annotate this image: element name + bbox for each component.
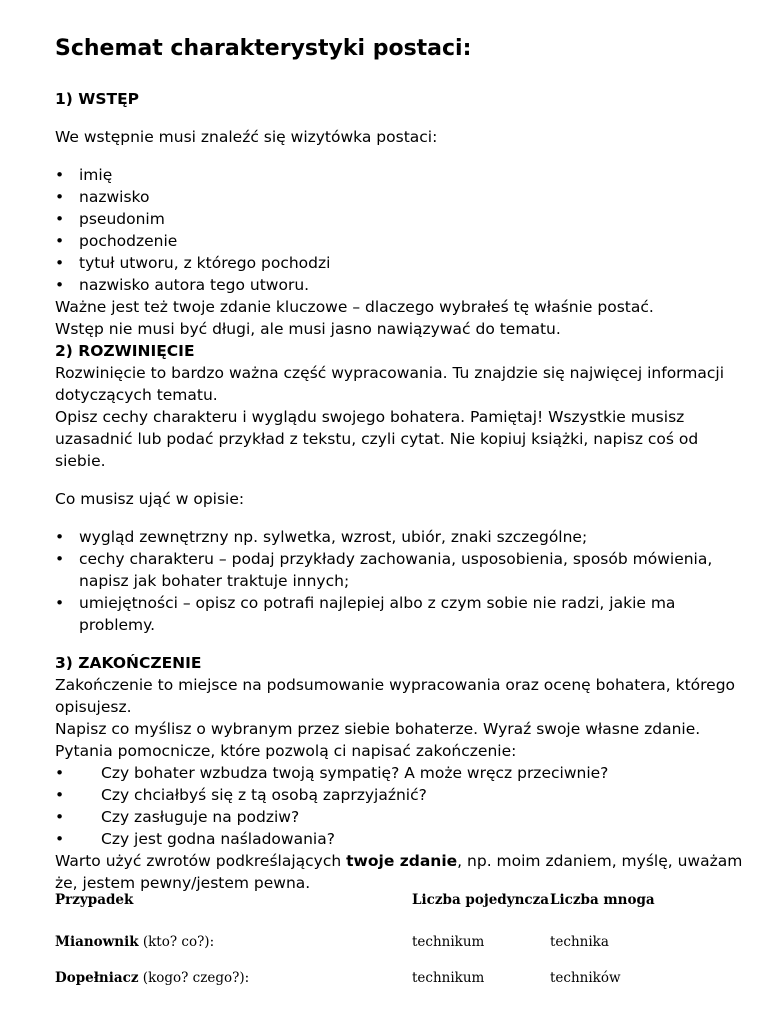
list-item: • wygląd zewnętrzny np. sylwetka, wzrost, ubiór, znaki szczególne;	[55, 528, 588, 546]
page-title: Schemat charakterystyki postaci:	[55, 36, 472, 61]
bullet-icon: •	[55, 764, 65, 782]
list-item: • umiejętności – opisz co potrafi najlepiej albo z czym sobie nie radzi, jakie ma problemy.	[55, 594, 676, 634]
bullet-icon: •	[55, 254, 65, 272]
list-item: • nazwisko	[55, 188, 150, 206]
cell-singular: technikum	[412, 970, 485, 986]
cell-case: Dopełniacz (kogo? czego?):	[55, 970, 250, 986]
cell-plural: techników	[550, 970, 621, 986]
section-heading-zakonczenie: 3) ZAKOŃCZENIE	[55, 654, 202, 672]
emphasis-text: twoje zdanie	[346, 852, 458, 870]
cell-case: Mianownik (kto? co?):	[55, 934, 215, 950]
list-item: • Czy chciałbyś się z tą osobą zaprzyjaźnić?	[55, 786, 427, 804]
rozwiniecie-paragraph-2: Opisz cechy charakteru i wyglądu swojego bohatera. Pamiętaj! Wszystkie musisz uzasadnić lub podać przykład z tekstu, czyli cytat. Nie kopiuj książki, napisz coś od siebie.	[55, 408, 699, 470]
list-item: • Czy jest godna naśladowania?	[55, 830, 335, 848]
wstep-intro: We wstępnie musi znaleźć się wizytówka postaci:	[55, 128, 438, 146]
bullet-icon: •	[55, 528, 65, 546]
table-header-row	[55, 880, 745, 920]
declension-table	[55, 880, 745, 996]
bullet-icon: •	[55, 594, 65, 612]
section-heading-wstep: 1) WSTĘP	[55, 90, 140, 108]
wstep-line-2: Wstęp nie musi być długi, ale musi jasno nawiązywać do tematu.	[55, 320, 561, 338]
bullet-icon: •	[55, 232, 65, 250]
rozwiniecie-intro: Co musisz ująć w opisie:	[55, 490, 245, 508]
rozwiniecie-paragraph-1: Rozwinięcie to bardzo ważna część wypracowania. Tu znajdzie się najwięcej informacji dotyczących tematu.	[55, 364, 725, 404]
cell-plural: technika	[550, 934, 609, 950]
bullet-icon: •	[55, 166, 65, 184]
list-item: • Czy bohater wzbudza twoją sympatię? A może wręcz przeciwnie?	[55, 764, 609, 782]
wstep-line-1: Ważne jest też twoje zdanie kluczowe – dlaczego wybrałeś tę właśnie postać.	[55, 298, 654, 316]
list-item: • pochodzenie	[55, 232, 178, 250]
section-heading-rozwiniecie: 2) ROZWINIĘCIE	[55, 342, 195, 360]
list-item: • pseudonim	[55, 210, 165, 228]
zakonczenie-paragraph-1: Zakończenie to miejsce na podsumowanie wypracowania oraz ocenę bohatera, którego opisujesz.	[55, 676, 736, 716]
table-row	[55, 960, 745, 996]
list-item: • tytuł utworu, z którego pochodzi	[55, 254, 331, 272]
rozwiniecie-list	[55, 526, 748, 636]
zakonczenie-paragraph-3: Pytania pomocnicze, które pozwolą ci napisać zakończenie:	[55, 742, 517, 760]
cell-singular: technikum	[412, 934, 485, 950]
list-item: • Czy zasługuje na podziw?	[55, 808, 300, 826]
header-singular: Liczba pojedyncza	[412, 892, 550, 908]
bullet-icon: •	[55, 210, 65, 228]
bullet-icon: •	[55, 830, 65, 848]
bullet-icon: •	[55, 188, 65, 206]
list-item: • imię	[55, 166, 113, 184]
bullet-icon: •	[55, 786, 65, 804]
bullet-icon: •	[55, 550, 65, 568]
list-item: • cechy charakteru – podaj przykłady zachowania, usposobienia, sposób mówienia, napisz jak bohater traktuje innych;	[55, 550, 713, 590]
table-row	[55, 924, 745, 960]
questions-list	[55, 762, 748, 850]
bullet-icon: •	[55, 808, 65, 826]
zakonczenie-final: Warto użyć zwrotów podkreślających twoje zdanie, np. moim zdaniem, myślę, uważam że, jestem pewny/jestem pewna.	[55, 852, 743, 892]
header-plural: Liczba mnoga	[550, 892, 655, 908]
list-item: • nazwisko autora tego utworu.	[55, 276, 310, 294]
zakonczenie-paragraph-2: Napisz co myślisz o wybranym przez siebie bohaterze. Wyraź swoje własne zdanie.	[55, 720, 701, 738]
wstep-list	[55, 164, 748, 296]
bullet-icon: •	[55, 276, 65, 294]
header-case: Przypadek	[55, 892, 134, 908]
